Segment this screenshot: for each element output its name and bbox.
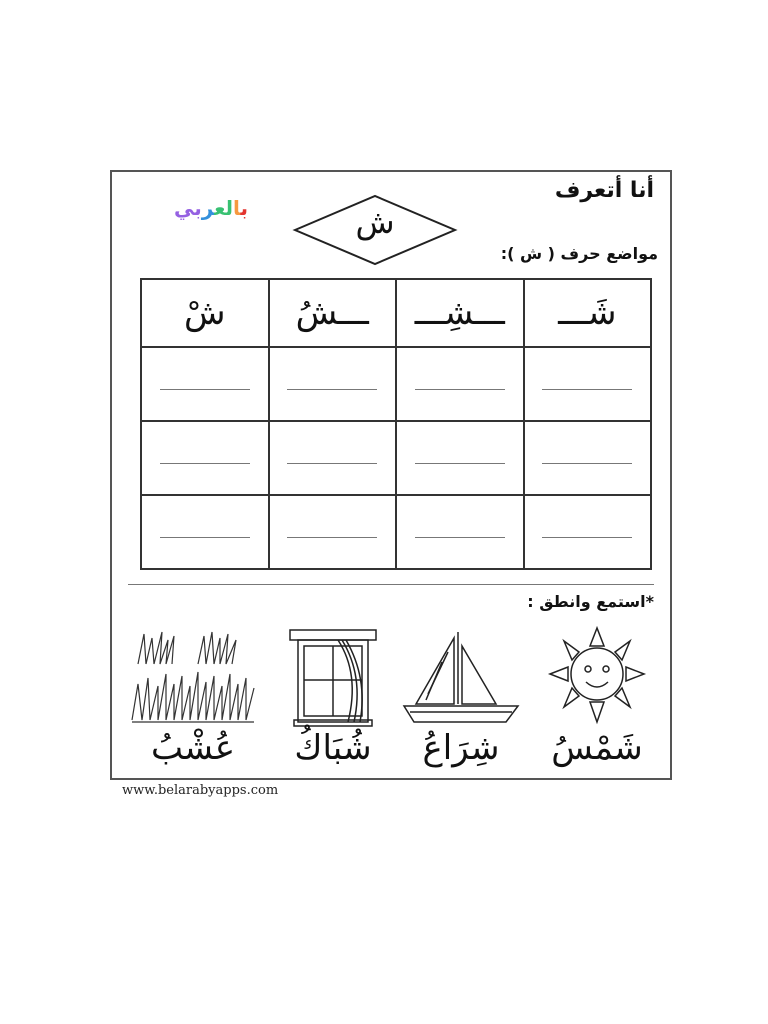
letter-positions-label: مواضع حرف ( ش ): [500,244,658,263]
grass-icon [128,624,258,728]
header-initial: شَـــ [524,279,652,347]
table-row [141,495,651,569]
writing-cell[interactable] [524,495,652,569]
writing-line [542,389,632,390]
writing-line [287,463,377,464]
section-divider [128,584,654,585]
sailboat-icon [396,624,526,728]
worksheet-frame [110,170,672,780]
window-icon [268,624,398,728]
writing-line [287,389,377,390]
letter-positions-table [140,278,652,570]
writing-cell[interactable] [141,421,269,495]
writing-cell[interactable] [141,347,269,421]
sun-icon [532,624,662,728]
writing-cell[interactable] [269,421,397,495]
writing-line [160,537,250,538]
writing-cell[interactable] [396,347,524,421]
writing-line [542,463,632,464]
writing-cell[interactable] [396,495,524,569]
writing-line [160,463,250,464]
listen-and-say-label: *استمع وانطق : [527,592,654,611]
header-final-connected: ـــشُ [269,279,397,347]
header-medial: ـــشِـــ [396,279,524,347]
header-final-isolated: شْ [141,279,269,347]
writing-line [415,537,505,538]
word-window: شُبَاكُ [294,728,372,768]
writing-line [415,389,505,390]
writing-line [542,537,632,538]
word-sun: شَمْسُ [551,728,643,768]
writing-cell[interactable] [269,347,397,421]
writing-cell[interactable] [141,495,269,569]
writing-line [160,389,250,390]
featured-letter: ش [355,203,395,241]
writing-cell[interactable] [269,495,397,569]
writing-line [287,537,377,538]
writing-cell[interactable] [524,421,652,495]
table-row [141,347,651,421]
writing-cell[interactable] [396,421,524,495]
belaraby-logo: بالعربي [174,196,249,220]
writing-line [415,463,505,464]
table-header-row [141,279,651,347]
word-grass: عُشْبُ [150,728,235,768]
footer-url: www.belarabyapps.com [122,783,279,798]
writing-cell[interactable] [524,347,652,421]
word-sail: شِرَاعُ [422,728,500,768]
worksheet-title: أنا أتعرف [554,178,654,203]
table-row [141,421,651,495]
